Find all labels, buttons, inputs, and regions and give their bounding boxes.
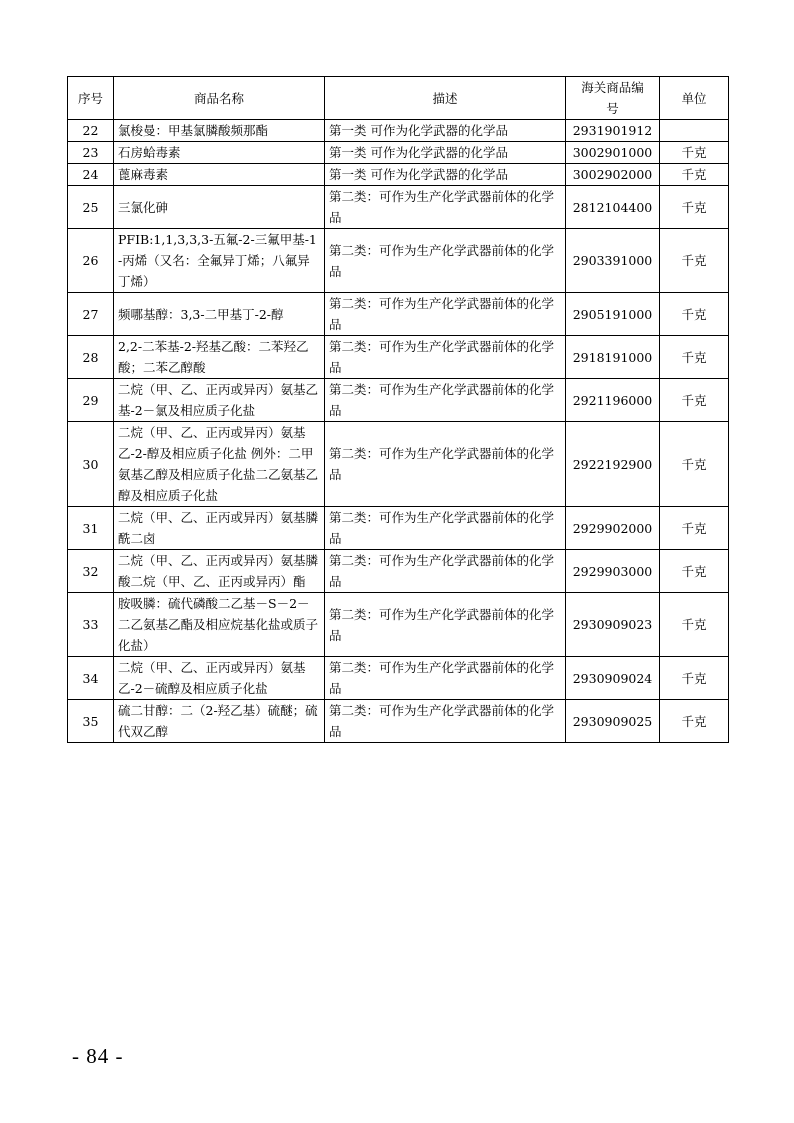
cell-desc: 第二类：可作为生产化学武器前体的化学品 (325, 550, 566, 593)
table-row (68, 186, 729, 229)
header-code: 海关商品编号 (566, 77, 660, 120)
cell-unit: 千克 (660, 550, 729, 593)
cell-no: 35 (68, 700, 114, 743)
cell-desc: 第二类：可作为生产化学武器前体的化学品 (325, 186, 566, 229)
cell-no: 22 (68, 120, 114, 142)
table-header-row (68, 77, 729, 120)
cell-desc: 第二类：可作为生产化学武器前体的化学品 (325, 293, 566, 336)
cell-name: 2,2-二苯基-2-羟基乙酸：二苯羟乙酸；二苯乙醇酸 (114, 336, 325, 379)
page-number: - 84 - (72, 1044, 124, 1068)
cell-name: 三氯化砷 (114, 186, 325, 229)
cell-code: 2930909023 (566, 593, 660, 657)
cell-desc: 第一类 可作为化学武器的化学品 (325, 164, 566, 186)
cell-name: PFIB:1,1,3,3,3-五氟-2-三氟甲基-1-丙烯（又名：全氟异丁烯；八氟异丁烯） (114, 229, 325, 293)
cell-no: 24 (68, 164, 114, 186)
cell-name: 石房蛤毒素 (114, 142, 325, 164)
cell-name: 二烷（甲、乙、正丙或异丙）氨基膦酰二卤 (114, 507, 325, 550)
cell-code: 2930909024 (566, 657, 660, 700)
cell-unit: 千克 (660, 507, 729, 550)
cell-code: 3002901000 (566, 142, 660, 164)
cell-code: 2918191000 (566, 336, 660, 379)
table-row (68, 164, 729, 186)
cell-desc: 第二类：可作为生产化学武器前体的化学品 (325, 593, 566, 657)
table-row (68, 336, 729, 379)
cell-unit: 千克 (660, 336, 729, 379)
cell-name: 频哪基醇：3,3-二甲基丁-2-醇 (114, 293, 325, 336)
table-row (68, 229, 729, 293)
cell-name: 胺吸膦：硫代磷酸二乙基－S－2－二乙氨基乙酯及相应烷基化盐或质子化盐） (114, 593, 325, 657)
cell-name: 硫二甘醇：二（2-羟乙基）硫醚；硫代双乙醇 (114, 700, 325, 743)
cell-desc: 第一类 可作为化学武器的化学品 (325, 142, 566, 164)
cell-name: 二烷（甲、乙、正丙或异丙）氨基乙基-2－氯及相应质子化盐 (114, 379, 325, 422)
cell-unit: 千克 (660, 379, 729, 422)
cell-unit: 千克 (660, 293, 729, 336)
table-row (68, 700, 729, 743)
cell-no: 33 (68, 593, 114, 657)
cell-no: 29 (68, 379, 114, 422)
cell-no: 28 (68, 336, 114, 379)
cell-name: 蓖麻毒素 (114, 164, 325, 186)
table-row (68, 120, 729, 142)
cell-unit: 千克 (660, 229, 729, 293)
cell-code: 3002902000 (566, 164, 660, 186)
cell-no: 25 (68, 186, 114, 229)
cell-no: 31 (68, 507, 114, 550)
cell-name: 二烷（甲、乙、正丙或异丙）氨基乙-2-醇及相应质子化盐 例外：二甲氨基乙醇及相应质子化盐二乙氨基乙醇及相应质子化盐 (114, 422, 325, 507)
cell-no: 27 (68, 293, 114, 336)
cell-unit: 千克 (660, 186, 729, 229)
cell-name: 二烷（甲、乙、正丙或异丙）氨基乙-2－硫醇及相应质子化盐 (114, 657, 325, 700)
cell-desc: 第二类：可作为生产化学武器前体的化学品 (325, 336, 566, 379)
cell-code: 2812104400 (566, 186, 660, 229)
cell-desc: 第二类：可作为生产化学武器前体的化学品 (325, 422, 566, 507)
cell-code: 2903391000 (566, 229, 660, 293)
cell-unit: 千克 (660, 657, 729, 700)
cell-name: 氯梭曼：甲基氯膦酸频那酯 (114, 120, 325, 142)
cell-no: 23 (68, 142, 114, 164)
table-row (68, 657, 729, 700)
header-desc: 描述 (325, 77, 566, 120)
cell-code: 2929902000 (566, 507, 660, 550)
cell-code: 2929903000 (566, 550, 660, 593)
cell-desc: 第二类：可作为生产化学武器前体的化学品 (325, 700, 566, 743)
table-row (68, 142, 729, 164)
cell-desc: 第二类：可作为生产化学武器前体的化学品 (325, 657, 566, 700)
cell-desc: 第二类：可作为生产化学武器前体的化学品 (325, 229, 566, 293)
cell-code: 2930909025 (566, 700, 660, 743)
cell-desc: 第二类：可作为生产化学武器前体的化学品 (325, 379, 566, 422)
cell-no: 32 (68, 550, 114, 593)
table-row (68, 507, 729, 550)
cell-code: 2931901912 (566, 120, 660, 142)
cell-code: 2921196000 (566, 379, 660, 422)
cell-no: 34 (68, 657, 114, 700)
cell-unit: 千克 (660, 593, 729, 657)
table-row (68, 379, 729, 422)
table-row (68, 422, 729, 507)
cell-no: 26 (68, 229, 114, 293)
table-row (68, 550, 729, 593)
cell-unit: 千克 (660, 422, 729, 507)
cell-desc: 第一类 可作为化学武器的化学品 (325, 120, 566, 142)
cell-code: 2905191000 (566, 293, 660, 336)
table-row (68, 293, 729, 336)
cell-unit: 千克 (660, 142, 729, 164)
table-row (68, 593, 729, 657)
cell-no: 30 (68, 422, 114, 507)
header-no: 序号 (68, 77, 114, 120)
header-name: 商品名称 (114, 77, 325, 120)
table-body (68, 120, 729, 743)
cell-desc: 第二类：可作为生产化学武器前体的化学品 (325, 507, 566, 550)
header-unit: 单位 (660, 77, 729, 120)
cell-unit: 千克 (660, 700, 729, 743)
cell-unit (660, 120, 729, 142)
cell-unit: 千克 (660, 164, 729, 186)
cell-name: 二烷（甲、乙、正丙或异丙）氨基膦酸二烷（甲、乙、正丙或异丙）酯 (114, 550, 325, 593)
goods-table (67, 76, 729, 743)
cell-code: 2922192900 (566, 422, 660, 507)
